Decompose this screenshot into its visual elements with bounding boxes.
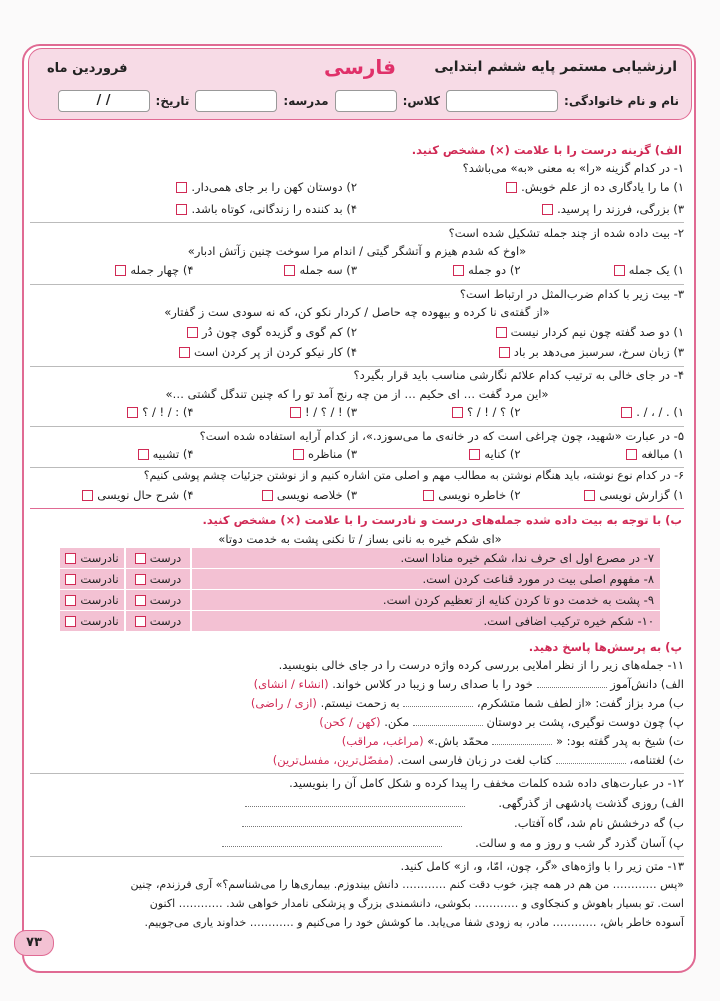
checkbox[interactable] bbox=[506, 182, 517, 193]
checkbox[interactable] bbox=[499, 347, 510, 358]
question-3-verse: «از گفته‌ی نا کرده و بیهوده چه حاصل / کردار نکو کن، که نه سودی ست ز گفتار» bbox=[164, 305, 550, 319]
school-field[interactable] bbox=[195, 90, 277, 112]
q11-item-e: ث) لغتنامه، کتاب لغت در زبان فارسی است. (مفصّل‌ترین، مفسل‌ترین) bbox=[272, 753, 684, 767]
checkbox[interactable] bbox=[65, 595, 76, 606]
question-11: ۱۱- جمله‌های زیر را از نظر املایی بررسی کرده واژه درست را در جای خالی بنویسید. bbox=[278, 658, 684, 672]
checkbox[interactable] bbox=[496, 327, 507, 338]
q12-item-b: ب) گه درخشش نام شد، گاه آفتاب. bbox=[30, 816, 684, 830]
q13-line-3: آسوده خاطر باش، ………… مادر، به زودی شفا می‌یابد. ما کوشش خود را می‌کنیم و ………… خداوند یاری می‌جوییم. bbox=[144, 916, 684, 929]
statement: ۹- پشت به خدمت دو تا کردن کنایه از تعظیم کردن است. bbox=[192, 590, 660, 610]
question-2: ۲- بیت داده شده از چند جمله تشکیل شده است؟ bbox=[448, 226, 684, 240]
question-3-options-row1 bbox=[30, 325, 684, 339]
checkbox[interactable] bbox=[293, 449, 304, 460]
question-4-options bbox=[30, 405, 684, 419]
checkbox[interactable] bbox=[290, 407, 301, 418]
q1-option-2[interactable]: ۲) دوستان کهن را بر جای همی‌دار. bbox=[30, 180, 357, 194]
exam-month: فروردین ماه bbox=[47, 61, 128, 76]
q5-option-4[interactable]: ۴) تشبیه bbox=[30, 447, 194, 461]
false-choice[interactable]: نادرست bbox=[60, 611, 124, 631]
question-12: ۱۲- در عبارت‌های داده شده کلمات مخفف را پیدا کرده و شکل کامل آن را بنویسید. bbox=[289, 776, 684, 790]
checkbox[interactable] bbox=[176, 182, 187, 193]
q2-option-3[interactable]: ۳) سه جمله bbox=[194, 263, 358, 277]
checkbox[interactable] bbox=[135, 553, 146, 564]
subject-title: فارسی bbox=[323, 55, 397, 79]
q4-option-2[interactable]: ۲) ؟ / ! / ؟ bbox=[357, 405, 521, 419]
q6-option-2[interactable]: ۲) خاطره نویسی bbox=[357, 488, 521, 502]
q5-option-2[interactable]: ۲) کنایه bbox=[357, 447, 521, 461]
q12-item-c: پ) آسان گذرد گر شب و روز و مه و سالت. bbox=[30, 836, 684, 850]
question-4-sentence: «این مرد گفت … ای حکیم … از من چه رنج آمد تو را که چنین تندگل گشتی …» bbox=[165, 387, 549, 401]
question-2-verse: «اوخ که شدم هیزم و آتشگر گیتی / اندام مرا سوخت چنین زآتش ادبار» bbox=[187, 244, 527, 258]
question-4: ۴- در جای خالی به ترتیب کدام علائم نگارشی مناسب باید قرار بگیرد؟ bbox=[353, 368, 684, 382]
question-2-options bbox=[30, 263, 684, 277]
q6-option-1[interactable]: ۱) گزارش نویسی bbox=[521, 488, 685, 502]
q4-option-1[interactable]: ۱) . / ، / . bbox=[521, 405, 685, 419]
divider bbox=[30, 508, 684, 509]
question-5-options bbox=[30, 447, 684, 461]
checkbox[interactable] bbox=[453, 265, 464, 276]
class-field[interactable] bbox=[335, 90, 397, 112]
class-label: کلاس: bbox=[402, 94, 441, 108]
divider bbox=[30, 284, 684, 285]
section-b-title: ب) با توجه به بیت داده شده جمله‌های درست و نادرست را با علامت (×) مشخص کنید. bbox=[202, 513, 682, 527]
name-label: نام و نام خانوادگی: bbox=[564, 94, 679, 108]
section-b-verse: «ای شکم خیره به نانی بساز / تا نکنی پشت به خدمت دوتا» bbox=[218, 532, 502, 546]
checkbox[interactable] bbox=[65, 616, 76, 627]
false-choice[interactable]: نادرست bbox=[60, 548, 124, 568]
q11-item-a: الف) دانش‌آموز خود را با صدای رسا و زیبا در کلاس خواند. (انشاء / انشای) bbox=[253, 677, 684, 691]
divider bbox=[30, 426, 684, 427]
true-choice[interactable]: درست bbox=[126, 590, 190, 610]
question-1-options-row2 bbox=[30, 202, 684, 216]
checkbox[interactable] bbox=[127, 407, 138, 418]
date-field[interactable]: / / bbox=[58, 90, 150, 112]
question-1: ۱- در کدام گزینه «را» به معنی «به» می‌باشد؟ bbox=[462, 161, 684, 175]
checkbox[interactable] bbox=[176, 204, 187, 215]
q4-option-4[interactable]: ۴) : / ! / ؟ bbox=[30, 405, 194, 419]
true-choice[interactable]: درست bbox=[126, 569, 190, 589]
question-13: ۱۳- متن زیر را با واژه‌های «گر، چون، امّا، و، از» کامل کنید. bbox=[400, 859, 684, 873]
false-choice[interactable]: نادرست bbox=[60, 569, 124, 589]
table-row bbox=[60, 611, 660, 631]
checkbox[interactable] bbox=[423, 490, 434, 501]
student-info-row bbox=[39, 89, 679, 113]
q2-option-4[interactable]: ۴) چهار جمله bbox=[30, 263, 194, 277]
q1-option-3[interactable]: ۳) بزرگی، فرزند را پرسید. bbox=[357, 202, 684, 216]
section-a-title: الف) گزینه درست را با علامت (×) مشخص کنید. bbox=[411, 143, 682, 157]
checkbox[interactable] bbox=[614, 265, 625, 276]
header bbox=[28, 48, 692, 120]
checkbox[interactable] bbox=[262, 490, 273, 501]
q3-option-4[interactable]: ۴) کار نیکو کردن از پر کردن است bbox=[30, 345, 357, 359]
table-row bbox=[60, 590, 660, 610]
true-false-table bbox=[60, 548, 660, 632]
question-3: ۳- بیت زیر با کدام ضرب‌المثل در ارتباط است؟ bbox=[459, 287, 684, 301]
q4-option-3[interactable]: ۳) ! / ؟ / ! bbox=[194, 405, 358, 419]
checkbox[interactable] bbox=[65, 553, 76, 564]
true-choice[interactable]: درست bbox=[126, 548, 190, 568]
divider bbox=[30, 366, 684, 367]
q3-option-2[interactable]: ۲) کم گوی و گزیده گوی چون دُر bbox=[30, 325, 357, 339]
divider bbox=[30, 222, 684, 223]
q12-item-a: الف) روزی گذشت پادشهی از گذرگهی. bbox=[30, 796, 684, 810]
question-6: ۶- در کدام نوع نوشته، باید هنگام نوشتن به مطالب مهم و اصلی متن اشاره کنیم و از نوشتن جزئیات چشم پوشی کنیم؟ bbox=[143, 469, 684, 482]
false-choice[interactable]: نادرست bbox=[60, 590, 124, 610]
q3-option-3[interactable]: ۳) زبان سرخ، سرسبز می‌دهد بر باد bbox=[357, 345, 684, 359]
checkbox[interactable] bbox=[621, 407, 632, 418]
checkbox[interactable] bbox=[135, 574, 146, 585]
statement: ۱۰- شکم خیره ترکیب اضافی است. bbox=[192, 611, 660, 631]
checkbox[interactable] bbox=[452, 407, 463, 418]
q1-option-4[interactable]: ۴) بد کننده را زندگانی، کوتاه باشد. bbox=[30, 202, 357, 216]
checkbox[interactable] bbox=[584, 490, 595, 501]
checkbox[interactable] bbox=[469, 449, 480, 460]
date-label: تاریخ: bbox=[155, 94, 190, 108]
q13-line-1: «پس ………… من هم در همه چیز، خوب دقت کنم ………… دانش بیندوزم. بیماری‌ها را می‌شناسم؟» آری فرزندم، چنین bbox=[130, 878, 684, 891]
q2-option-1[interactable]: ۱) یک جمله bbox=[521, 263, 685, 277]
school-label: مدرسه: bbox=[283, 94, 329, 108]
question-5: ۵- در عبارت «شهید، چون چراغی است که در خانه‌ی ما می‌سوزد.»، از کدام آرایه استفاده شده است؟ bbox=[199, 429, 684, 443]
divider bbox=[30, 856, 684, 857]
checkbox[interactable] bbox=[626, 449, 637, 460]
question-6-options bbox=[30, 488, 684, 502]
checkbox[interactable] bbox=[179, 347, 190, 358]
q6-option-4[interactable]: ۴) شرح حال نویسی bbox=[30, 488, 194, 502]
true-choice[interactable]: درست bbox=[126, 611, 190, 631]
q13-line-2: است. تو بسیار باهوش و کنجکاوی و ………… بکوشی، دانشمندی بزرگ و پزشکی نامدار خواهی شد. ………… اکنون bbox=[149, 897, 684, 910]
q11-item-b: ب) مرد بزاز گفت: «از لطف شما متشکرم، به زحمت نیستم. (ازی / راضی) bbox=[250, 696, 684, 710]
name-field[interactable] bbox=[446, 90, 558, 112]
divider bbox=[30, 773, 684, 774]
table-row bbox=[60, 548, 660, 568]
checkbox[interactable] bbox=[82, 490, 93, 501]
statement: ۷- در مصرع اول ای حرف ندا، شکم خیره منادا است. bbox=[192, 548, 660, 568]
q2-option-2[interactable]: ۲) دو جمله bbox=[357, 263, 521, 277]
checkbox[interactable] bbox=[187, 327, 198, 338]
checkbox[interactable] bbox=[115, 265, 126, 276]
exam-title: ارزشیابی مستمر پایه ششم ابتدایی bbox=[434, 59, 677, 75]
table-row bbox=[60, 569, 660, 589]
checkbox[interactable] bbox=[284, 265, 295, 276]
q1-option-1[interactable]: ۱) ما را یادگاری ده از علم خویش. bbox=[357, 180, 684, 194]
statement: ۸- مفهوم اصلی بیت در مورد قناعت کردن است. bbox=[192, 569, 660, 589]
section-c-title: پ) به پرسش‌ها پاسخ دهید. bbox=[528, 640, 682, 654]
q6-option-3[interactable]: ۳) خلاصه نویسی bbox=[194, 488, 358, 502]
page-number: ۷۳ bbox=[14, 930, 54, 956]
q11-item-c: پ) چون دوست نوگیری، پشت بر دوستان مکن. (کهن / کحن) bbox=[319, 715, 684, 729]
q3-option-1[interactable]: ۱) دو صد گفته چون نیم کردار نیست bbox=[357, 325, 684, 339]
checkbox[interactable] bbox=[135, 616, 146, 627]
q11-item-d: ت) شیخ به پدر گفته بود: « محمّد باش.» (مراغب، مراقب) bbox=[341, 734, 684, 748]
question-3-options-row2 bbox=[30, 345, 684, 359]
checkbox[interactable] bbox=[138, 449, 149, 460]
q5-option-1[interactable]: ۱) مبالغه bbox=[521, 447, 685, 461]
checkbox[interactable] bbox=[135, 595, 146, 606]
question-1-options-row1 bbox=[30, 180, 684, 194]
q5-option-3[interactable]: ۳) مناظره bbox=[194, 447, 358, 461]
checkbox[interactable] bbox=[65, 574, 76, 585]
checkbox[interactable] bbox=[542, 204, 553, 215]
divider bbox=[30, 467, 684, 468]
